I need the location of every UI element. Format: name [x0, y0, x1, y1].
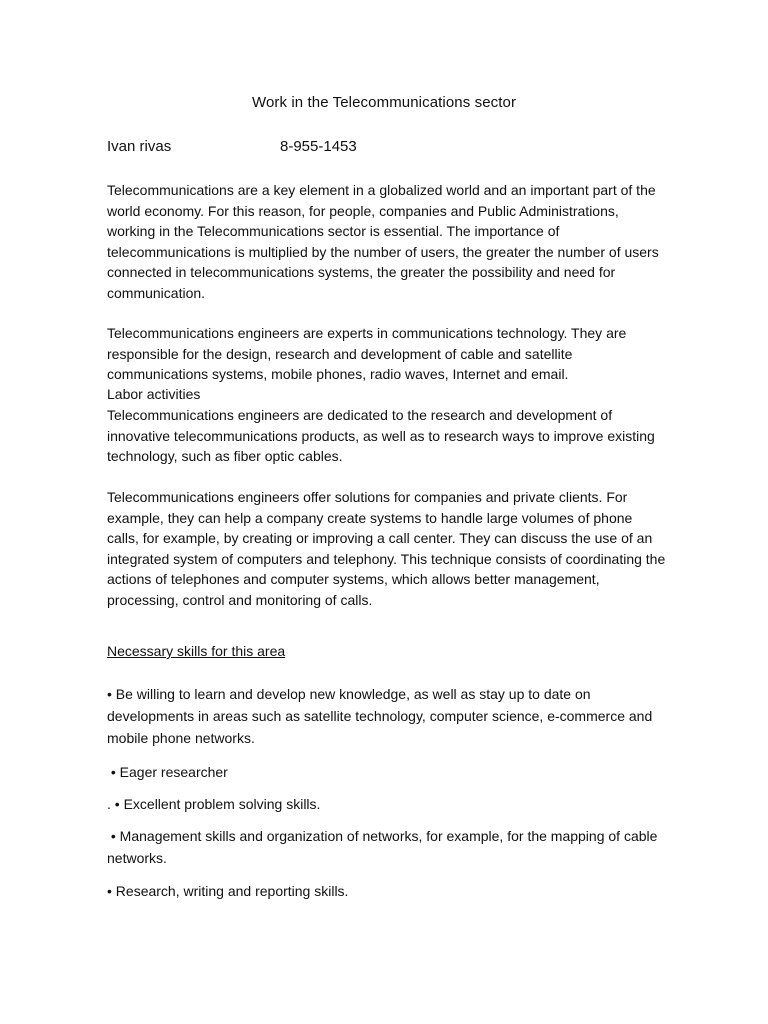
- skill-bullet: • Management skills and organization of networks, for example, for the mapping of cable networks.: [107, 828, 662, 866]
- skill-bullet: • Be willing to learn and develop new knowledge, as well as stay up to date on developments in areas such as satellite technology, computer science, e-commerce and mobile phone networks.: [107, 686, 653, 746]
- labor-activities-heading: Labor activities: [107, 386, 201, 402]
- skill-bullet: • Research, writing and reporting skills.: [107, 883, 349, 899]
- paragraph-engineers: Telecommunications engineers are experts in communications technology. They are responsible for the design, research and development of cable and satellite communications systems, mobile phones, radio waves, Internet and email.: [107, 325, 627, 382]
- paragraph-intro: Telecommunications are a key element in a globalized world and an important part of the world economy. For this reason, for people, companies and Public Administrations, working in the Telecommunications sector is essential. The importance of telecommunications is multiplied by the number of users, the greater the number of users connected in telecommunications systems, the greater the possibility and need for communication.: [107, 182, 659, 301]
- paragraph-solutions: Telecommunications engineers offer solutions for companies and private clients. For example, they can help a company create systems to handle large volumes of phone calls, for example, by creating or improving a call center. They can discuss the use of an integrated system of computers and telephony. This technique consists of coordinating the actions of telephones and computer systems, which allows better management, processing, control and monitoring of calls.: [107, 489, 666, 608]
- author-name: Ivan rivas: [107, 138, 172, 155]
- author-row: [107, 138, 357, 155]
- skill-bullet: • Eager researcher: [107, 764, 228, 780]
- document-title: Work in the Telecommunications sector: [251, 94, 517, 111]
- author-id: 8-955-1453: [280, 138, 357, 155]
- skills-heading: Necessary skills for this area: [107, 643, 286, 659]
- paragraph-labor: Telecommunications engineers are dedicated to the research and development of innovative telecommunications products, as well as to research ways to improve existing technology, such as fiber optic cables.: [107, 407, 655, 464]
- skill-bullet: . • Excellent problem solving skills.: [107, 796, 321, 812]
